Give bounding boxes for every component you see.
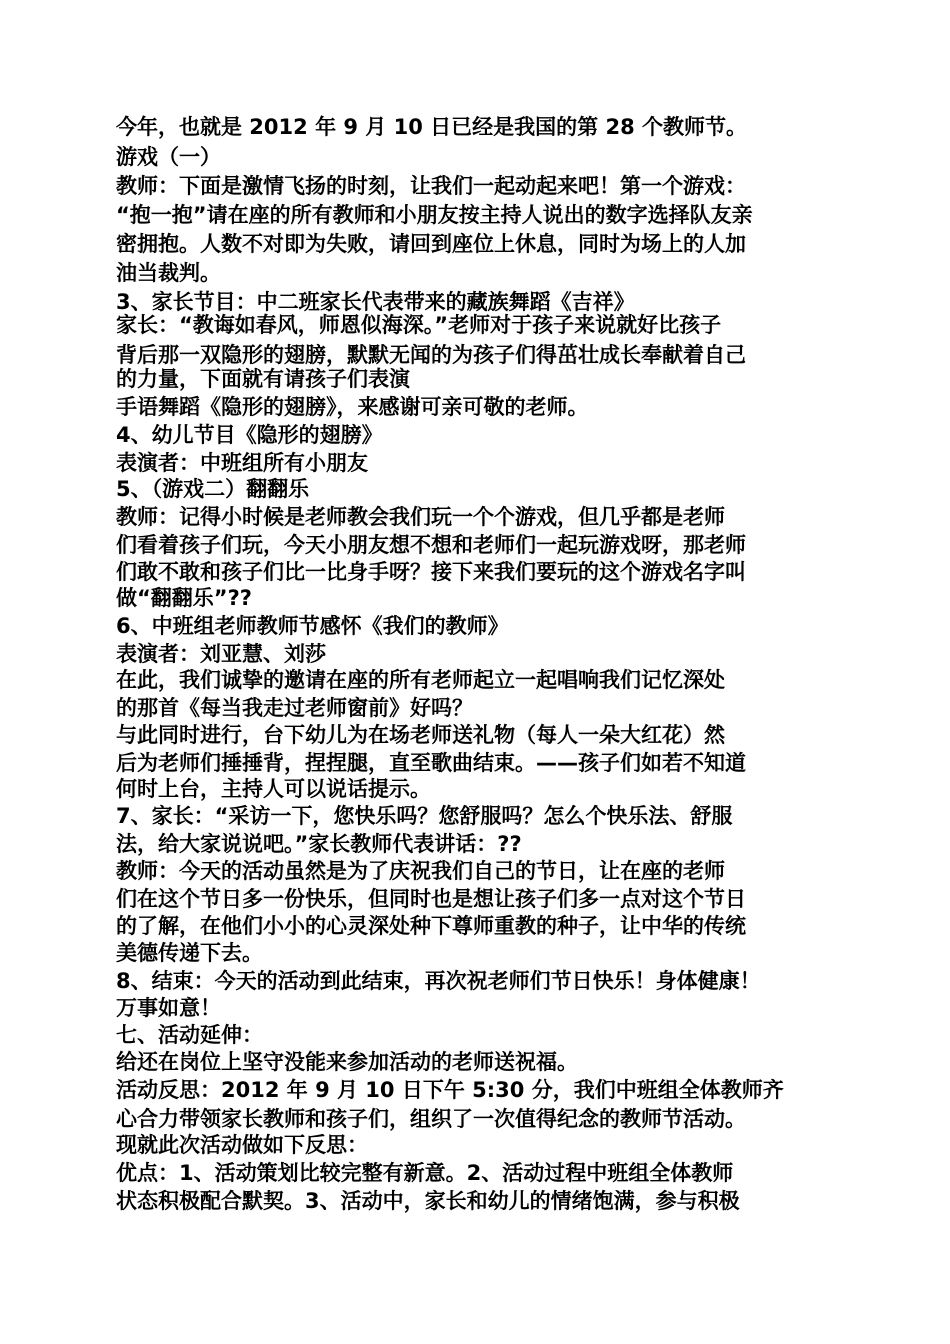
text-line: 活动反思：2012 年 9 月 10 日下午 5:30 分，我们中班组全体教师齐 [116,1078,784,1102]
text-line: 们在这个节日多一份快乐，但同时也是想让孩子们多一点对这个节日 [116,887,746,911]
text-line: 家长：“教诲如春风，师恩似海深。”老师对于孩子来说就好比孩子 [116,313,722,337]
text-line: 表演者：刘亚慧、刘莎 [116,642,326,666]
section-heading: 7、家长：“采访一下，您快乐吗？您舒服吗？怎么个快乐法、舒服 [116,804,733,828]
text-line: 们敢不敢和孩子们比一比身手呀？接下来我们要玩的这个游戏名字叫 [116,560,746,584]
text-line: 表演者：中班组所有小朋友 [116,451,368,475]
section-heading: 8、结束：今天的活动到此结束，再次祝老师们节日快乐！身体健康！ [116,969,761,993]
text-line: 的那首《每当我走过老师窗前》好吗？ [116,696,473,720]
section-heading: 游戏（一） [116,145,221,169]
text-line: 后为老师们捶捶背，捏捏腿，直至歌曲结束。——孩子们如若不知道 [116,751,746,775]
text-line: 万事如意！ [116,996,221,1020]
text-line: 背后那一双隐形的翅膀，默默无闻的为孩子们得茁壮成长奉献着自己 [116,343,746,367]
text-line: 何时上台，主持人可以说话提示。 [116,777,431,801]
text-line: 与此同时进行，台下幼儿为在场老师送礼物（每人一朵大红花）然 [116,723,725,747]
text-line: “抱一抱”请在座的所有教师和小朋友按主持人说出的数字选择队友亲 [116,203,753,227]
text-line: 教师：今天的活动虽然是为了庆祝我们自己的节日，让在座的老师 [116,859,725,883]
text-line: 做“翻翻乐”?? [116,586,252,610]
text-line: 优点：1、活动策划比较完整有新意。2、活动过程中班组全体教师 [116,1161,734,1185]
text-line: 的了解，在他们小小的心灵深处种下尊师重教的种子，让中华的传统 [116,914,746,938]
text-line: 的力量，下面就有请孩子们表演 [116,367,410,391]
section-heading: 七、活动延伸： [116,1023,263,1047]
text-line: 现就此次活动做如下反思： [116,1133,368,1157]
text-line: 在此，我们诚挚的邀请在座的所有老师起立一起唱响我们记忆深处 [116,668,725,692]
text-line: 油当裁判。 [116,261,221,285]
text-line: 法，给大家说说吧。”家长教师代表讲话：?? [116,832,522,856]
text-line: 给还在岗位上坚守没能来参加活动的老师送祝福。 [116,1050,578,1074]
text-line: 今年，也就是 2012 年 9 月 10 日已经是我国的第 28 个教师节。 [116,115,747,139]
text-line: 密拥抱。人数不对即为失败，请回到座位上休息，同时为场上的人加 [116,232,746,256]
section-heading: 4、幼儿节目《隐形的翅膀》 [116,423,383,447]
section-heading: 5、（游戏二）翻翻乐 [116,477,310,501]
text-line: 教师：下面是激情飞扬的时刻，让我们一起动起来吧！第一个游戏： [116,174,746,198]
text-line: 美德传递下去。 [116,941,263,965]
text-line: 手语舞蹈《隐形的翅膀》，来感谢可亲可敬的老师。 [116,395,589,419]
text-line: 教师：记得小时候是老师教会我们玩一个个游戏，但几乎都是老师 [116,505,725,529]
text-line: 状态积极配合默契。3、活动中，家长和幼儿的情绪饱满，参与积极 [116,1189,740,1213]
section-heading: 6、中班组老师教师节感怀《我们的教师》 [116,614,509,638]
text-line: 心合力带领家长教师和孩子们，组织了一次值得纪念的教师节活动。 [116,1107,746,1131]
section-heading: 3、家长节目：中二班家长代表带来的藏族舞蹈《吉祥》 [116,290,635,314]
text-line: 们看着孩子们玩，今天小朋友想不想和老师们一起玩游戏呀，那老师 [116,533,746,557]
